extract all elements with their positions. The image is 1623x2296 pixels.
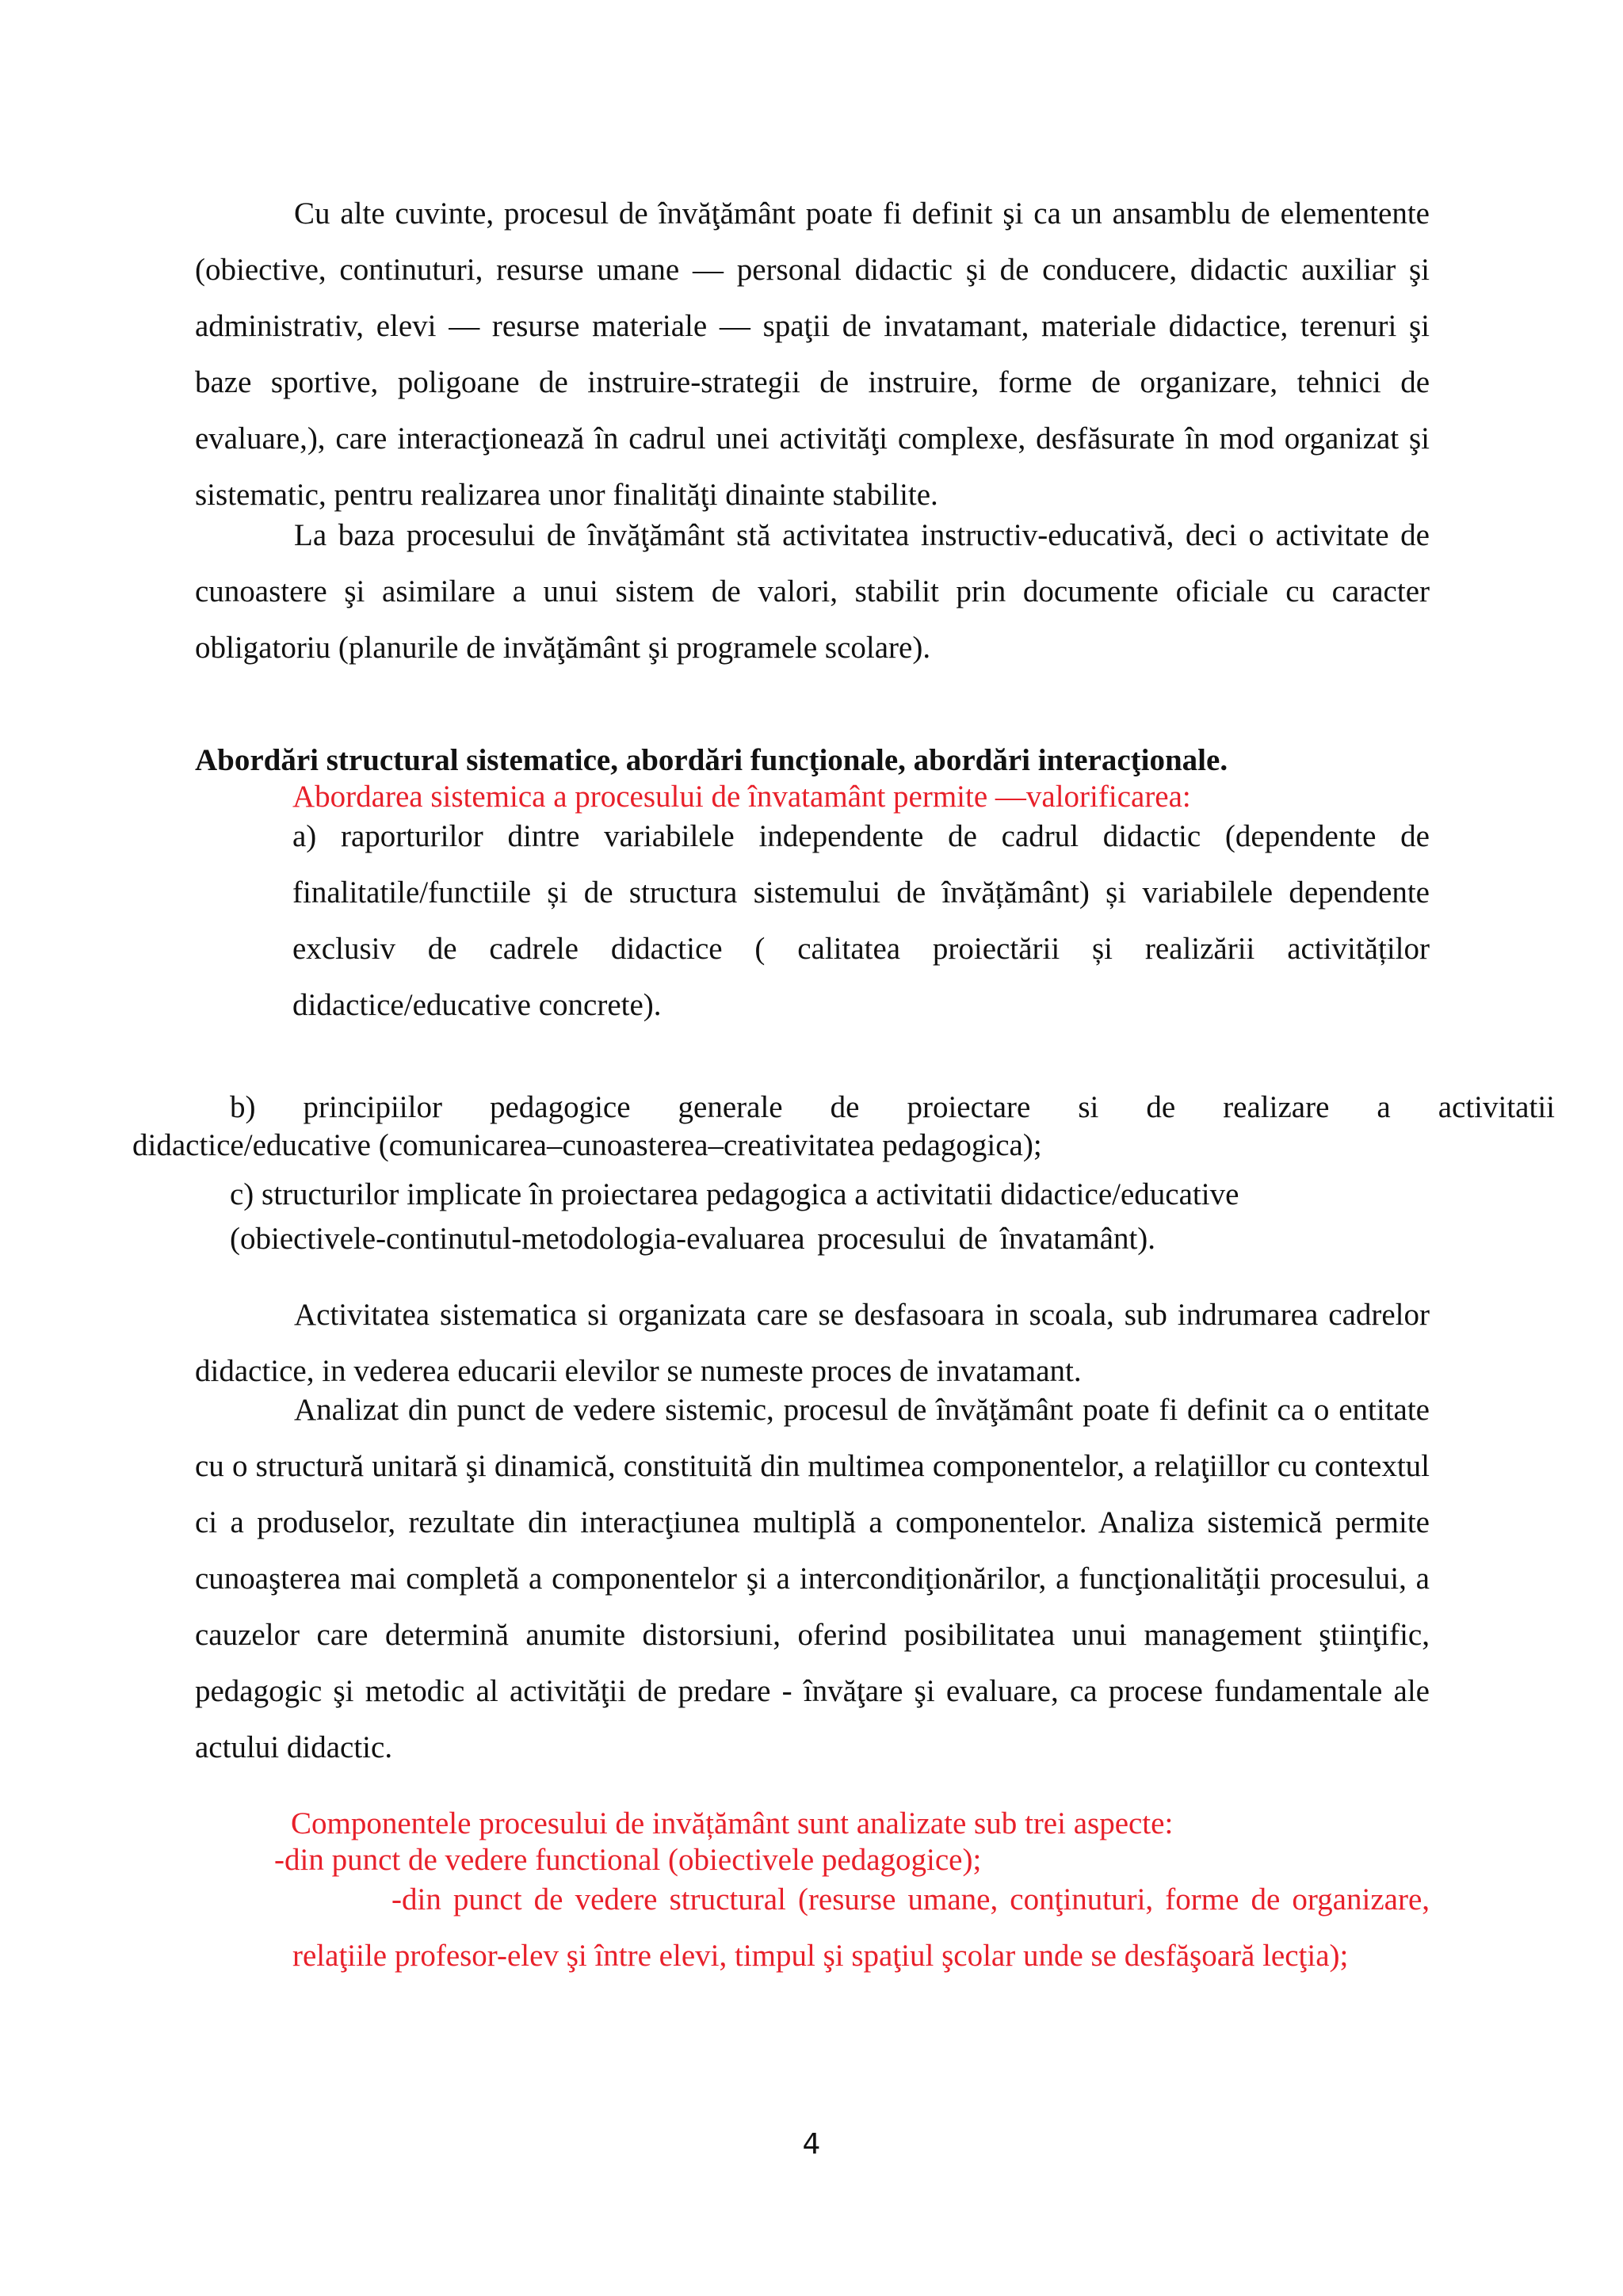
red-structural-paragraph: -din punct de vedere structural (resurse umane, conţinuturi, forme de organizare, relaţiile profesor-elev şi între elevi, timpul şi spaţiul şcolar unde se desfăşoară lecţia); — [292, 1882, 1430, 1973]
list-item-c-line2: (obiectivele-continutul-metodologia-evaluarea procesului de învatamânt). — [230, 1222, 1156, 1256]
paragraph-basis: La baza procesului de învăţământ stă activitatea instructiv-educativă, deci o activitate de cunoastere şi asimilare a unui sistem de valori, stabilit prin documente oficiale cu caracter obligatoriu (planurile de invăţământ şi programele scolare). — [195, 518, 1430, 665]
red-components-line: Componentele procesului de invățământ sunt analizate sub trei aspecte: — [291, 1806, 1174, 1840]
paragraph-definition: Cu alte cuvinte, procesul de învăţământ poate fi definit şi ca un ansamblu de elementente (obiective, continuturi, resurse umane — personal didactic şi de conducere, didactic auxiliar şi administrativ, elevi — resurse materiale — spaţii de invatamant, materiale didactice, terenuri şi baze sportive, poligoane de instruire-strategii de instruire, forme de organizare, tehnici de evaluare,), care interacţionează în cadrul unei activităţi complexe, desfăsurate în mod organizat şi sistematic, pentru realizarea unor finalităţi dinainte stabilite. — [195, 196, 1430, 512]
list-item-b-line2: didactice/educative (comunicarea–cunoasterea–creativitatea pedagogica); — [132, 1128, 1042, 1162]
list-item-b-line1: b) principiilor pedagogice generale de proiectare si de realizare a activitatii — [230, 1090, 1555, 1124]
red-intro-line: Abordarea sistemica a procesului de învatamânt permite ―valorificarea: — [292, 780, 1191, 814]
list-item-a: a) raporturilor dintre variabilele independente de cadrul didactic (dependente de finalitatile/functiile și de structura sistemului de învățământ) și variabilele dependente exclusiv de cadrele didactice ( calitatea proiectării și realizării activităților didactice/educative concrete). — [292, 819, 1430, 1022]
page-number: 4 — [802, 2128, 821, 2161]
paragraph-systemic-analysis: Analizat din punct de vedere sistemic, procesul de învăţământ poate fi definit ca o entitate cu o structură unitară şi dinamică, constituită din multimea componentelor, a relaţiillor cu contextul ci a produselor, rezultate din interacţiunea multiplă a componentelor. Analiza sistemică permite cunoaşterea mai completă a componentelor şi a intercondiţionărilor, a funcţionalităţii procesului, a cauzelor care determină anumite distorsiuni, oferind posibilitatea unui management ştiinţific, pedagogic şi metodic al activităţii de predare - învăţare şi evaluare, ca procese fundamentale ale actului didactic. — [195, 1393, 1430, 1764]
red-functional-line: -din punct de vedere functional (obiectivele pedagogice); — [274, 1843, 982, 1877]
list-item-c-line1: c) structurilor implicate în proiectarea pedagogica a activitatii didactice/educative — [230, 1177, 1239, 1211]
paragraph-process-definition: Activitatea sistematica si organizata care se desfasoara in scoala, sub indrumarea cadrelor didactice, in vederea educarii elevilor se numeste proces de invatamant. — [195, 1298, 1430, 1388]
section-heading: Abordări structural sistematice, abordări funcţionale, abordări interacţionale. — [195, 743, 1228, 777]
